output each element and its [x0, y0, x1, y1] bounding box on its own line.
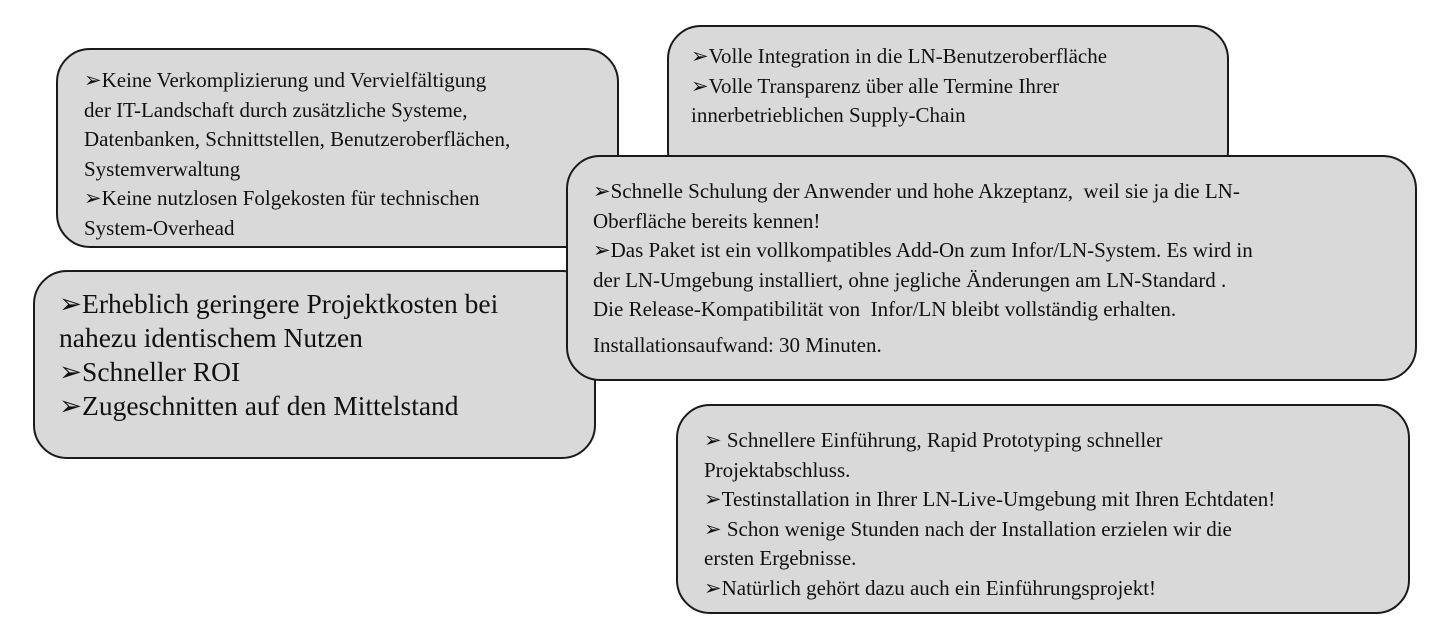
callout-text-line: Oberfläche bereits kennen!	[593, 208, 821, 233]
callout-text-line: ➢Volle Integration in die LN-Benutzeroberfläche	[691, 44, 1108, 68]
installation-effort-text: Installationsaufwand: 30 Minuten.	[593, 332, 882, 357]
callout-text-line: der LN-Umgebung installiert, ohne jegliche Änderungen am LN-Standard .	[593, 267, 1227, 292]
callout-box-it-landscape	[56, 48, 619, 248]
callout-text-line: ➢ Schnellere Einführung, Rapid Prototyping schneller	[704, 428, 1163, 452]
callout-text-line: ➢Erheblich geringere Projektkosten bei	[59, 288, 499, 319]
callout-text-line: ➢Zugeschnitten auf den Mittelstand	[59, 390, 459, 421]
callout-text-line: ➢ Schon wenige Stunden nach der Installation erzielen wir die	[704, 516, 1232, 541]
callout-text-line: Die Release-Kompatibilität von Infor/LN bleibt vollständig erhalten.	[593, 297, 1177, 321]
callout-text-line: ➢Schnelle Schulung der Anwender und hohe Akzeptanz, weil sie ja die LN-	[593, 179, 1240, 203]
callout-text-line: innerbetrieblichen Supply-Chain	[691, 103, 966, 127]
callout-text-line: Projektabschluss.	[704, 457, 851, 482]
callout-text-line: Systemverwaltung	[84, 156, 241, 181]
callout-text-line: ➢Schneller ROI	[59, 356, 241, 387]
callout-box-costs	[33, 270, 596, 459]
callout-text-line: nahezu identischem Nutzen	[59, 322, 363, 353]
callout-text-line: ➢Volle Transparenz über alle Termine Ihrer	[691, 73, 1060, 98]
callout-text-line: der IT-Landschaft durch zusätzliche Systeme,	[84, 97, 468, 122]
callout-box-training-compatibility	[566, 155, 1417, 381]
callout-text-line: Datenbanken, Schnittstellen, Benutzeroberflächen,	[84, 127, 511, 151]
callout-text-line: ersten Ergebnisse.	[704, 546, 857, 570]
callout-text-line: System-Overhead	[84, 215, 235, 240]
callout-box-rollout	[676, 404, 1410, 614]
callout-text-line: ➢Keine Verkomplizierung und Vervielfältigung	[84, 68, 487, 92]
callout-text-line: ➢Testinstallation in Ihrer LN-Live-Umgebung mit Ihren Echtdaten!	[704, 487, 1276, 511]
callout-text-line: ➢Natürlich gehört dazu auch ein Einführungsprojekt!	[704, 575, 1157, 600]
callout-text-line: ➢Das Paket ist ein vollkompatibles Add-On zum Infor/LN-System. Es wird in	[593, 238, 1253, 262]
callout-text-line: ➢Keine nutzlosen Folgekosten für technischen	[84, 186, 480, 210]
